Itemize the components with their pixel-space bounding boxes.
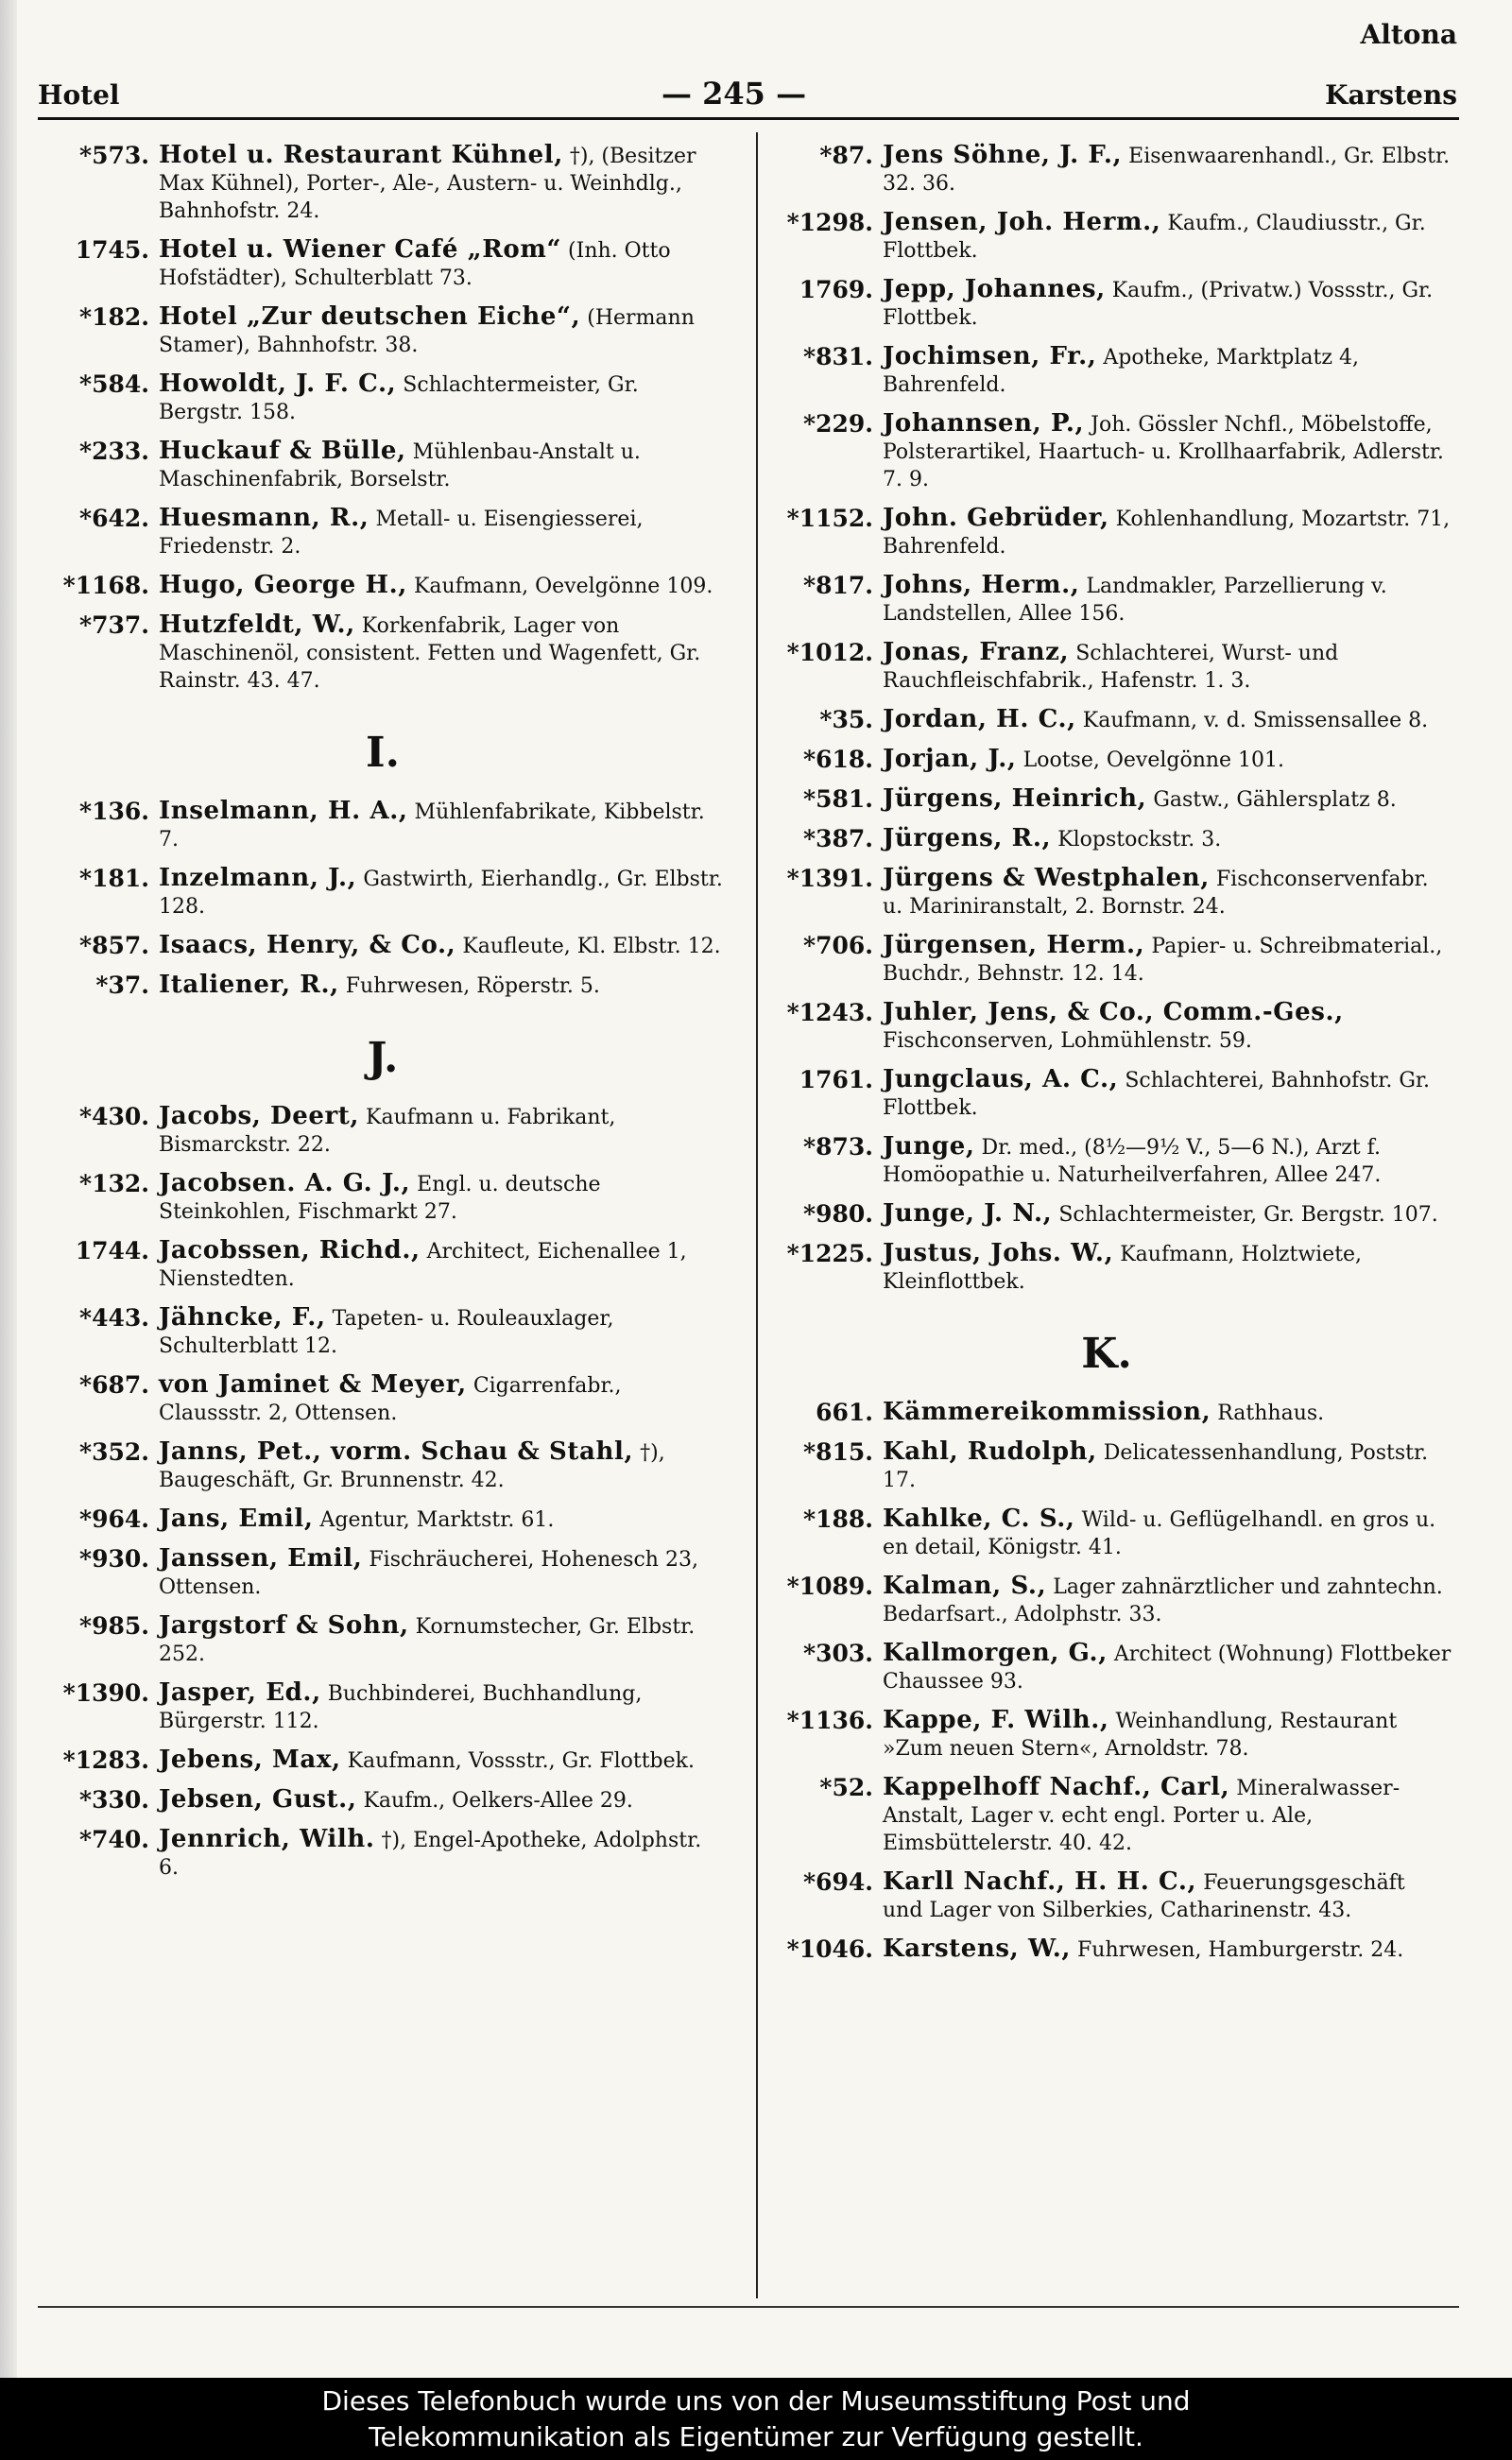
entry-details: Delicatessenhandlung, Poststr. 17. xyxy=(883,1441,1429,1492)
entry-details: Schlachtermeister, Gr. Bergstr. 107. xyxy=(1058,1203,1438,1227)
entry-name: Kallmorgen, G., xyxy=(883,1639,1108,1667)
entry-details: Fischräucherei, Hohenesch 23, Ottensen. xyxy=(159,1548,698,1599)
directory-entry xyxy=(38,1545,728,1601)
entry-details: Mühlenbau-Anstalt u. Maschinenfabrik, Borselstr. xyxy=(159,440,641,491)
entry-name: von Jaminet & Meyer, xyxy=(159,1370,467,1399)
entry-details: Fischconservenfabr. u. Mariniranstalt, 2. Bornstr. 24. xyxy=(883,868,1429,919)
phone-number: *37. xyxy=(95,972,149,999)
entry-name: Jordan, H. C., xyxy=(883,705,1076,733)
entry-name: Kappelhoff Nachf., Carl, xyxy=(883,1773,1230,1801)
directory-entry xyxy=(762,1200,1452,1229)
phone-number: *1168. xyxy=(62,572,149,599)
header-left-keyword: Hotel xyxy=(38,79,120,111)
directory-entry xyxy=(38,1505,728,1534)
entry-details: Gastw., Gählersplatz 8. xyxy=(1153,788,1397,812)
entry-name: Huckauf & Bülle, xyxy=(159,437,406,465)
phone-number: *584. xyxy=(79,370,149,398)
section-letter: I. xyxy=(366,729,400,777)
entry-details: Architect, Eichenallee 1, Nienstedten. xyxy=(159,1240,687,1291)
phone-number: *352. xyxy=(79,1438,149,1466)
directory-entry xyxy=(38,1679,728,1735)
scan-edge xyxy=(0,0,17,2378)
directory-entry xyxy=(762,785,1452,814)
directory-entry xyxy=(38,1826,728,1882)
entry-name: Karll Nachf., H. H. C., xyxy=(883,1867,1197,1896)
entry-details: Engl. u. deutsche Steinkohlen, Fischmarkt 27. xyxy=(159,1173,601,1224)
directory-entry xyxy=(38,1612,728,1668)
entry-details: Kaufm., Claudiusstr., Gr. Flottbek. xyxy=(883,212,1426,263)
header-city: Altona xyxy=(1360,19,1457,50)
directory-entry xyxy=(38,1103,728,1159)
directory-entry xyxy=(38,1170,728,1226)
directory-entry xyxy=(38,370,728,426)
directory-entry xyxy=(762,1399,1452,1427)
entry-details: Lootse, Oevelgönne 101. xyxy=(1022,748,1285,772)
phone-number: *35. xyxy=(819,706,873,733)
phone-number: *136. xyxy=(79,798,149,825)
entry-details: Apotheke, Marktplatz 4, Bahrenfeld. xyxy=(883,346,1359,397)
directory-entry xyxy=(38,1786,728,1815)
phone-number: *1136. xyxy=(786,1707,873,1734)
entry-name: Jargstorf & Sohn, xyxy=(159,1611,409,1640)
entry-details: Papier- u. Schreibmaterial., Buchdr., Behnstr. 12. 14. xyxy=(883,935,1443,986)
entry-name: Jürgens & Westphalen, xyxy=(883,864,1210,892)
entry-name: Jans, Emil, xyxy=(159,1505,314,1533)
phone-number: *573. xyxy=(79,142,149,169)
phone-number: *303. xyxy=(803,1640,873,1667)
phone-number: *233. xyxy=(79,438,149,465)
entry-details: (Hermann Stamer), Bahnhofstr. 38. xyxy=(159,306,695,357)
entry-details: Architect (Wohnung) Flottbeker Chaussee 93. xyxy=(883,1643,1452,1694)
directory-entry xyxy=(762,410,1452,493)
phone-number: *985. xyxy=(79,1612,149,1640)
entry-details: Kaufm., Oelkers-Allee 29. xyxy=(363,1789,633,1813)
entry-name: Italiener, R., xyxy=(159,971,339,999)
entry-name: Inselmann, H. A., xyxy=(159,797,408,825)
entry-details: Schlachterei, Wurst- und Rauchfleischfabrik., Hafenstr. 1. 3. xyxy=(883,642,1339,693)
directory-entry xyxy=(38,505,728,560)
entry-details: Dr. med., (8½—9½ V., 5—6 N.), Arzt f. Homöopathie u. Naturheilverfahren, Allee 247. xyxy=(883,1136,1382,1187)
directory-entry xyxy=(762,1240,1452,1296)
phone-number: 1761. xyxy=(799,1066,873,1093)
phone-number: *706. xyxy=(803,932,873,959)
entry-details: Kohlenhandlung, Mozartstr. 71, Bahrenfeld. xyxy=(883,507,1451,559)
entry-name: Jürgens, Heinrich, xyxy=(883,784,1147,813)
phone-number: *1089. xyxy=(786,1573,873,1600)
phone-number: *181. xyxy=(79,865,149,892)
entry-details: Schlachterei, Bahnhofstr. Gr. Flottbek. xyxy=(883,1069,1430,1120)
entry-details: †), Engel-Apotheke, Adolphstr. 6. xyxy=(159,1829,702,1880)
entry-details: Wild- u. Geflügelhandl. en gros u. en detail, Königstr. 41. xyxy=(883,1508,1436,1559)
entry-details: (Inh. Otto Hofstädter), Schulterblatt 73. xyxy=(159,239,671,290)
entry-name: Janssen, Emil, xyxy=(159,1544,363,1573)
directory-entry xyxy=(762,505,1452,560)
phone-number: 661. xyxy=(816,1399,873,1426)
left-column xyxy=(38,142,728,1893)
directory-entry xyxy=(38,1304,728,1360)
entry-name: Jebens, Max, xyxy=(159,1746,341,1774)
directory-entry xyxy=(762,276,1452,332)
directory-entry xyxy=(762,209,1452,265)
entry-name: Jacobsen. A. G. J., xyxy=(159,1169,411,1197)
entry-name: Jonas, Franz, xyxy=(883,638,1070,666)
directory-entry xyxy=(38,865,728,920)
directory-entry xyxy=(38,798,728,853)
entry-details: Metall- u. Eisengiesserei, Friedenstr. 2. xyxy=(159,507,644,559)
column-divider xyxy=(756,132,758,2298)
phone-number: *581. xyxy=(803,785,873,813)
phone-number: *642. xyxy=(79,505,149,532)
phone-number: *1012. xyxy=(786,639,873,666)
phone-number: *387. xyxy=(803,825,873,852)
entry-details: Feuerungsgeschäft und Lager von Silberkies, Catharinenstr. 43. xyxy=(883,1871,1405,1922)
entry-name: Jepp, Johannes, xyxy=(883,275,1106,303)
directory-entry xyxy=(38,438,728,493)
entry-details: Cigarrenfabr., Claussstr. 2, Ottensen. xyxy=(159,1374,622,1425)
phone-number: *1391. xyxy=(786,865,873,892)
directory-entry xyxy=(762,706,1452,734)
phone-number: *687. xyxy=(79,1371,149,1399)
entry-name: Jorjan, J., xyxy=(883,745,1017,773)
entry-name: Kappe, F. Wilh., xyxy=(883,1706,1109,1734)
footer-line-2: Telekommunikation als Eigentümer zur Verfügung gestellt. xyxy=(369,2421,1143,2452)
entry-details: Rathhaus. xyxy=(1217,1402,1325,1425)
entry-details: Kaufmann, v. d. Smissensallee 8. xyxy=(1082,709,1429,732)
directory-entry xyxy=(762,1066,1452,1122)
entry-details: Gastwirth, Eierhandlg., Gr. Elbstr. 128. xyxy=(159,868,723,919)
directory-entry xyxy=(762,865,1452,920)
entry-name: Johannsen, P., xyxy=(883,409,1085,438)
directory-entry xyxy=(38,142,728,225)
entry-name: Juhler, Jens, & Co., Comm.-Ges., xyxy=(883,998,1344,1026)
phone-number: *1225. xyxy=(786,1240,873,1267)
phone-number: *330. xyxy=(79,1786,149,1814)
entry-name: Jebsen, Gust., xyxy=(159,1785,357,1814)
entry-name: Janns, Pet., vorm. Schau & Stahl, xyxy=(159,1437,634,1466)
section-letter: J. xyxy=(367,1034,399,1082)
directory-entry xyxy=(762,639,1452,695)
directory-entry xyxy=(762,343,1452,399)
entry-details: Lager zahnärztlicher und zahntechn. Bedarfsart., Adolphstr. 33. xyxy=(883,1575,1443,1626)
entry-name: John. Gebrüder, xyxy=(883,504,1109,532)
directory-entry xyxy=(762,572,1452,628)
phone-number: *1152. xyxy=(786,505,873,532)
entry-details: Agentur, Marktstr. 61. xyxy=(319,1508,555,1532)
entry-details: Kaufmann, Oevelgönne 109. xyxy=(413,575,713,598)
directory-entry xyxy=(762,1133,1452,1189)
entry-name: Hutzfeldt, W., xyxy=(159,611,355,639)
entry-name: Junge, xyxy=(883,1132,975,1161)
phone-number: *1046. xyxy=(786,1935,873,1963)
phone-number: *737. xyxy=(79,611,149,639)
phone-number: *980. xyxy=(803,1200,873,1228)
entry-details: Weinhandlung, Restaurant »Zum neuen Stern«, Arnoldstr. 78. xyxy=(883,1710,1398,1761)
phone-number: *1390. xyxy=(62,1679,149,1707)
right-column xyxy=(762,142,1452,1975)
entry-details: Mühlenfabrikate, Kibbelstr. 7. xyxy=(159,800,705,852)
directory-entry xyxy=(38,303,728,359)
entry-details: Kaufm., (Privatw.) Vossstr., Gr. Flottbek. xyxy=(883,279,1434,330)
directory-entry xyxy=(762,1935,1452,1964)
phone-number: 1744. xyxy=(75,1237,149,1264)
directory-entry xyxy=(762,932,1452,988)
entry-name: Kahl, Rudolph, xyxy=(883,1437,1097,1466)
phone-number: *87. xyxy=(819,142,873,169)
phone-number: *1283. xyxy=(62,1746,149,1774)
entry-name: Jennrich, Wilh. xyxy=(159,1825,375,1853)
entry-name: Jasper, Ed., xyxy=(159,1678,321,1707)
directory-entry xyxy=(38,611,728,695)
phone-number: *182. xyxy=(79,303,149,331)
entry-details: Schlachtermeister, Gr. Bergstr. 158. xyxy=(159,373,639,424)
entry-details: Tapeten- u. Rouleauxlager, Schulterblatt 12. xyxy=(159,1307,614,1358)
directory-entry xyxy=(762,1774,1452,1857)
directory-entry xyxy=(38,932,728,960)
phone-number: *873. xyxy=(803,1133,873,1161)
phone-number: *1243. xyxy=(786,999,873,1026)
phone-number: *1298. xyxy=(786,209,873,236)
directory-entry xyxy=(762,746,1452,774)
entry-name: Isaacs, Henry, & Co., xyxy=(159,931,456,959)
entry-details: Kaufmann, Holztwiete, Kleinflottbek. xyxy=(883,1243,1363,1294)
entry-name: Jens Söhne, J. F., xyxy=(883,141,1123,169)
directory-entry xyxy=(38,236,728,292)
phone-number: *52. xyxy=(819,1774,873,1801)
footer-line-1: Dieses Telefonbuch wurde uns von der Museumsstiftung Post und xyxy=(321,2385,1191,2417)
entry-details: Kaufmann, Vossstr., Gr. Flottbek. xyxy=(347,1749,695,1773)
phone-number: *857. xyxy=(79,932,149,959)
entry-name: Hugo, George H., xyxy=(159,571,407,599)
entry-details: †), Baugeschäft, Gr. Brunnenstr. 42. xyxy=(159,1441,665,1492)
entry-details: Fischconserven, Lohmühlenstr. 59. xyxy=(883,1029,1252,1053)
entry-details: Mineralwasser-Anstalt, Lager v. echt engl. Porter u. Ale, Eimsbüttelerstr. 40. 42. xyxy=(883,1777,1400,1855)
entry-name: Hotel u. Restaurant Kühnel, xyxy=(159,141,563,169)
phone-number: *188. xyxy=(803,1505,873,1533)
phone-number: 1745. xyxy=(75,236,149,264)
bottom-rule xyxy=(38,2306,1459,2308)
directory-entry xyxy=(762,825,1452,853)
phone-number: *930. xyxy=(79,1545,149,1573)
directory-entry xyxy=(38,1746,728,1775)
phone-number: *132. xyxy=(79,1170,149,1197)
directory-entry xyxy=(762,1707,1452,1763)
directory-entry xyxy=(762,1640,1452,1695)
phone-number: *964. xyxy=(79,1505,149,1533)
phone-number: *817. xyxy=(803,572,873,599)
entry-details: Eisenwaarenhandl., Gr. Elbstr. 32. 36. xyxy=(883,145,1451,196)
header-page-number: — 245 — xyxy=(662,76,807,112)
directory-entry xyxy=(762,1868,1452,1924)
entry-name: Junge, J. N., xyxy=(883,1199,1053,1228)
header-rule xyxy=(38,117,1459,120)
entry-details: Joh. Gössler Nchfl., Möbelstoffe, Polsterartikel, Haartuch- u. Krollhaarfabrik, Adlerstr. 7. 9. xyxy=(883,413,1444,491)
directory-entry xyxy=(762,1573,1452,1628)
section-letter: K. xyxy=(1081,1330,1132,1378)
directory-entry xyxy=(38,1237,728,1293)
entry-name: Jochimsen, Fr., xyxy=(883,342,1097,370)
header-right-keyword: Karstens xyxy=(1325,79,1457,111)
entry-details: Kaufmann u. Fabrikant, Bismarckstr. 22. xyxy=(159,1106,616,1157)
directory-entry xyxy=(762,1438,1452,1494)
entry-name: Justus, Johs. W., xyxy=(883,1239,1114,1267)
phone-number: *618. xyxy=(803,746,873,773)
entry-details: Landmakler, Parzellierung v. Landstellen, Allee 156. xyxy=(883,575,1387,626)
entry-name: Jürgensen, Herm., xyxy=(883,931,1145,959)
entry-name: Jensen, Joh. Herm., xyxy=(883,208,1161,236)
entry-details: Fuhrwesen, Hamburgerstr. 24. xyxy=(1077,1938,1404,1962)
entry-name: Jacobssen, Richd., xyxy=(159,1236,421,1264)
directory-entry xyxy=(762,999,1452,1055)
phone-number: *443. xyxy=(79,1304,149,1332)
entry-name: Johns, Herm., xyxy=(883,571,1080,599)
entry-details: Buchbinderei, Buchhandlung, Bürgerstr. 112. xyxy=(159,1682,643,1733)
entry-name: Karstens, W., xyxy=(883,1935,1072,1963)
phone-number: *430. xyxy=(79,1103,149,1130)
entry-details: Kornumstecher, Gr. Elbstr. 252. xyxy=(159,1615,696,1666)
entry-name: Hotel „Zur deutschen Eiche“, xyxy=(159,302,581,331)
footer-notice xyxy=(0,2378,1512,2460)
directory-entry xyxy=(38,972,728,1000)
entry-name: Howoldt, J. F. C., xyxy=(159,370,397,398)
entry-details: Kaufleute, Kl. Elbstr. 12. xyxy=(462,935,721,958)
phone-number: 1769. xyxy=(799,276,873,303)
entry-name: Kahlke, C. S., xyxy=(883,1505,1075,1533)
phone-number: *815. xyxy=(803,1438,873,1466)
entry-name: Hotel u. Wiener Café „Rom“ xyxy=(159,235,562,264)
entry-name: Jungclaus, A. C., xyxy=(883,1065,1119,1093)
entry-name: Jürgens, R., xyxy=(883,824,1052,852)
entry-name: Huesmann, R., xyxy=(159,504,369,532)
entry-name: Kämmereikommission, xyxy=(883,1398,1211,1426)
entry-name: Jähncke, F., xyxy=(159,1303,326,1332)
entry-details: Fuhrwesen, Röperstr. 5. xyxy=(345,974,600,998)
phone-number: *694. xyxy=(803,1868,873,1896)
entry-name: Jacobs, Deert, xyxy=(159,1102,360,1130)
directory-entry xyxy=(38,1438,728,1494)
entry-details: Korkenfabrik, Lager von Maschinenöl, consistent. Fetten und Wagenfett, Gr. Rainstr. 43. 47. xyxy=(159,614,701,693)
entry-name: Inzelmann, J., xyxy=(159,864,357,892)
directory-entry xyxy=(38,1371,728,1427)
phone-number: *831. xyxy=(803,343,873,370)
entry-details: †), (Besitzer Max Kühnel), Porter-, Ale-, Austern- u. Weinhdlg., Bahnhofstr. 24. xyxy=(159,145,696,223)
directory-entry xyxy=(762,1505,1452,1561)
directory-entry xyxy=(38,572,728,600)
phone-number: *740. xyxy=(79,1826,149,1853)
entry-details: Klopstockstr. 3. xyxy=(1057,828,1222,852)
phone-number: *229. xyxy=(803,410,873,438)
entry-name: Kalman, S., xyxy=(883,1572,1047,1600)
directory-entry xyxy=(762,142,1452,198)
